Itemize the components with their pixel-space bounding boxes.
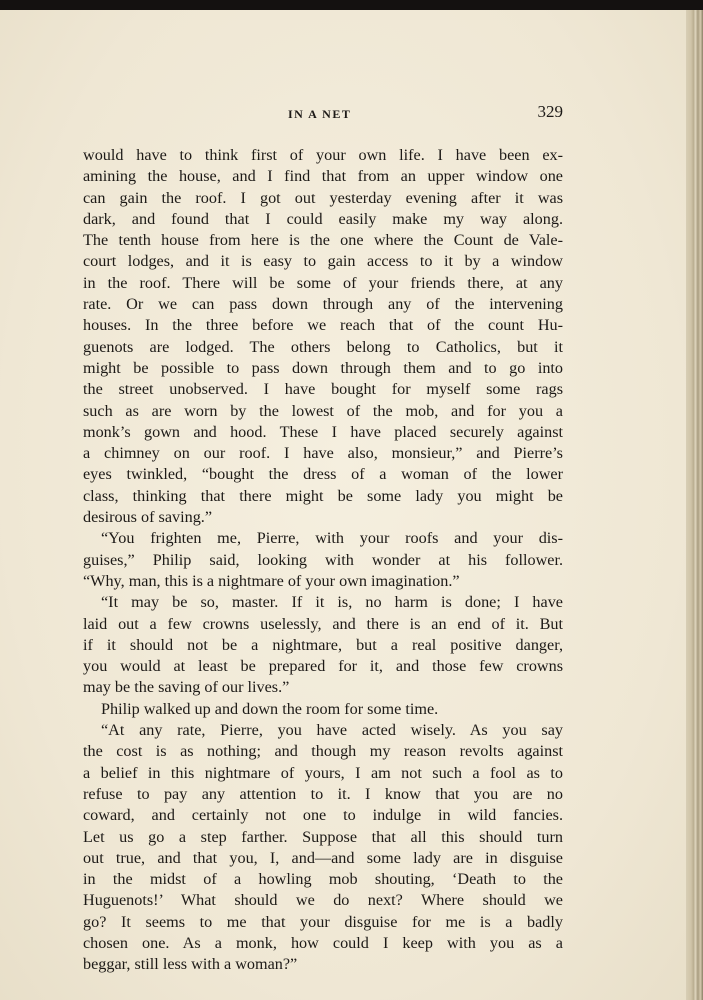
text-line: class, thinking that there might be some lady you might be [83,486,563,505]
text-line: houses. In the three before we reach that of the count Hu- [83,316,563,335]
body-text [83,145,563,976]
text-line: if it should not be a nightmare, but a real positive danger, [83,635,563,654]
page-header [83,102,563,125]
text-line: “It may be so, master. If it is, no harm is done; I have [101,593,563,612]
running-head: IN A NET [288,107,352,121]
text-line: refuse to pay any attention to it. I know that you are no [83,784,563,803]
text-line: eyes twinkled, “bought the dress of a woman of the lower [83,465,563,484]
text-line: Huguenots!’ What should we do next? Where should we [83,891,563,910]
text-line: beggar, still less with a woman?” [83,955,298,974]
text-line: can gain the roof. I got out yesterday evening after it was [83,188,563,207]
text-line: laid out a few crowns uselessly, and there is an end of it. But [83,614,563,633]
text-line: out true, and that you, I, and—and some lady are in disguise [83,848,563,867]
text-line: court lodges, and it is easy to gain access to it by a window [83,252,563,271]
text-line: the cost is as nothing; and though my reason revolts against [83,742,563,761]
page-number: 329 [537,102,563,121]
text-line: “You frighten me, Pierre, with your roofs and your dis- [101,529,563,548]
text-line: guenots are lodged. The others belong to Catholics, but it [83,337,563,356]
text-line: in the midst of a howling mob shouting, ‘Death to the [83,870,563,889]
text-line: coward, and certainly not one to indulge in wild fancies. [83,806,563,825]
text-line: a chimney on our roof. I have also, monsieur,” and Pierre’s [83,444,563,463]
text-line: chosen one. As a monk, how could I keep with you as a [83,933,563,952]
text-line: “At any rate, Pierre, you have acted wisely. As you say [101,721,563,740]
text-line: might be possible to pass down through them and to go into [83,358,563,377]
text-line: rate. Or we can pass down through any of the intervening [83,295,563,314]
text-line: desirous of saving.” [83,508,213,527]
text-line: go? It seems to me that your disguise for me is a badly [83,912,563,931]
text-line: may be the saving of our lives.” [83,678,290,697]
page-edge [686,10,703,1000]
text-line: monk’s gown and hood. These I have placed securely against [83,422,563,441]
text-line: dark, and found that I could easily make my way along. [83,209,563,228]
text-line: The tenth house from here is the one where the Count de Vale- [83,231,563,250]
text-line: Philip walked up and down the room for some time. [101,699,439,718]
text-line: “Why, man, this is a nightmare of your own imagination.” [83,571,460,590]
text-line: Let us go a step farther. Suppose that all this should turn [83,827,563,846]
text-line: the street unobserved. I have bought for myself some rags [83,380,563,399]
text-line: amining the house, and I find that from an upper window one [83,167,563,186]
text-line: guises,” Philip said, looking with wonder at his follower. [83,550,563,569]
text-line: a belief in this nightmare of yours, I am not such a fool as to [83,763,563,782]
text-line: in the roof. There will be some of your friends there, at any [83,273,563,292]
text-line: would have to think first of your own life. I have been ex- [83,146,563,164]
text-line: such as are worn by the lowest of the mob, and for you a [83,401,563,420]
text-line: you would at least be prepared for it, and those few crowns [83,657,563,676]
